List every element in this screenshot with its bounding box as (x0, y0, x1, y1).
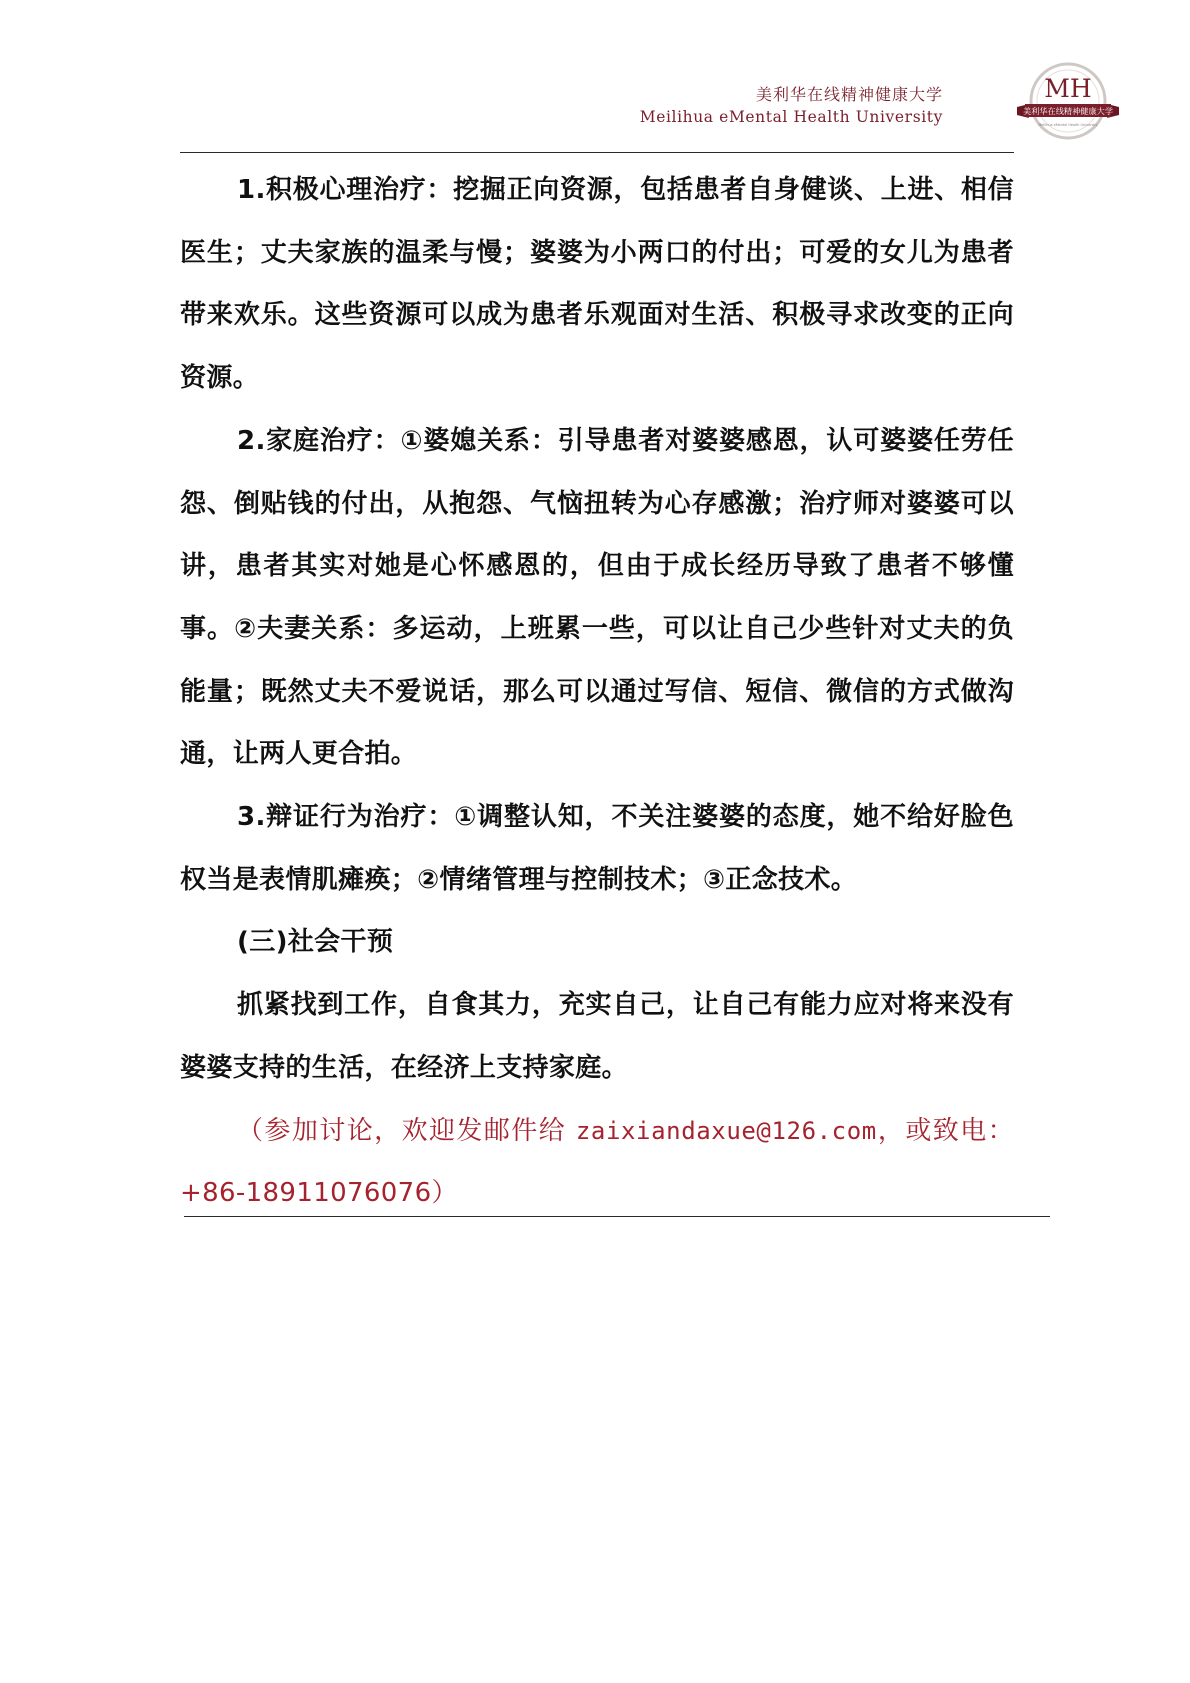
contact-email[interactable]: zaixiandaxue@126.com (575, 1116, 877, 1145)
invite-middle: ，或致电： (876, 1115, 1014, 1146)
footer-divider (184, 1216, 1050, 1217)
invite-suffix: ） (431, 1178, 458, 1209)
logo-ribbon-text: 美利华在线精神健康大学 (1022, 106, 1114, 116)
org-name-english: Meilihua eMental Health University (639, 108, 943, 126)
header-divider (180, 152, 1014, 153)
invite-prefix: （参加讨论，欢迎发邮件给 (237, 1115, 576, 1146)
section-heading-social-intervention: (三)社会干预 (237, 927, 394, 958)
logo-monogram: MH (1044, 74, 1092, 103)
contact-phone[interactable]: +86-18911076076 (180, 1178, 432, 1209)
paragraph-family-therapy: 2.家庭治疗：①婆媳关系：引导患者对婆婆感恩，认可婆婆任劳任怨、倒贴钱的付出，从抱怨、气恼扭转为心存感激；治疗师对婆婆可以讲，患者其实对她是心怀感恩的，但由于成长经历导致了患者不够懂事。②夫妻关系：多运动，上班累一些，可以让自己少些针对丈夫的负能量；既然丈夫不爱说话，那么可以通过写信、短信、微信的方式做沟通，让两人更合拍。 (180, 425, 1014, 770)
article-body (180, 159, 1014, 1225)
header-org-name (640, 84, 943, 128)
discussion-invitation (180, 1100, 1014, 1225)
paragraph-positive-psychotherapy: 1.积极心理治疗：挖掘正向资源，包括患者自身健谈、上进、相信医生；丈夫家族的温柔与慢；婆婆为小两口的付出；可爱的女儿为患者带来欢乐。这些资源可以成为患者乐观面对生活、积极寻求改变的正向资源。 (180, 175, 1014, 394)
org-name-chinese: 美利华在线精神健康大学 (755, 85, 943, 104)
logo-small-text: Meilihua eMental Health University (1038, 123, 1098, 127)
paragraph-dialectical-behavior-therapy: 3.辩证行为治疗：①调整认知，不关注婆婆的态度，她不给好脸色权当是表情肌瘫痪；②情绪管理与控制技术；③正念技术。 (180, 802, 1014, 895)
paragraph-social-intervention: 抓紧找到工作，自食其力，充实自己，让自己有能力应对将来没有婆婆支持的生活，在经济上支持家庭。 (180, 990, 1014, 1083)
page-header (0, 0, 1190, 160)
mh-logo (1013, 60, 1123, 146)
